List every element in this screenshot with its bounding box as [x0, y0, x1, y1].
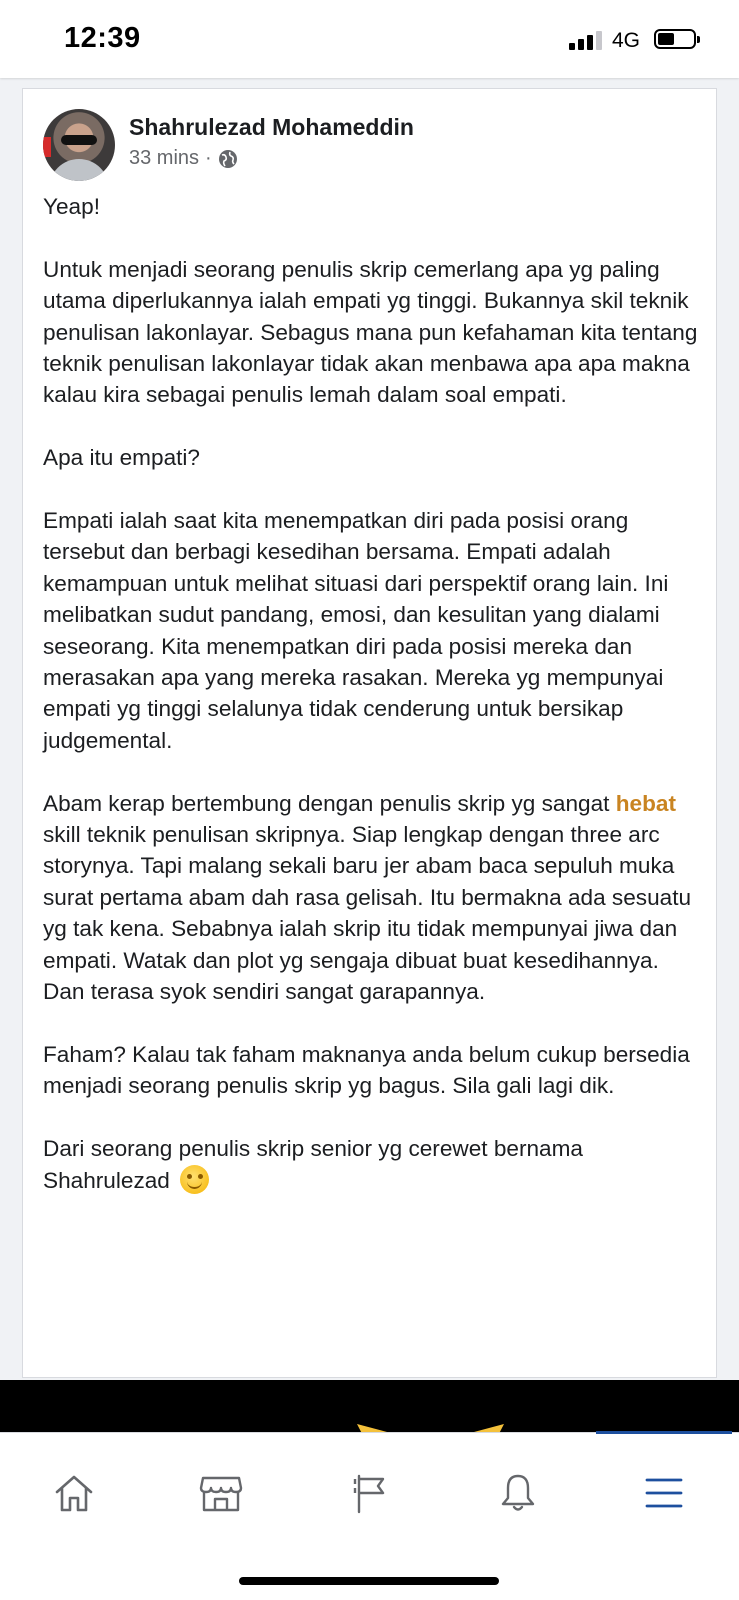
network-type: 4G [612, 29, 641, 52]
post-timestamp[interactable]: 33 mins [129, 147, 200, 169]
nav-active-indicator [596, 1431, 732, 1434]
post-paragraph: Faham? Kalau tak faham maknanya anda belum cukup bersedia menjadi seorang penulis skrip yg bagus. Sila gali lagi dik. [43, 1041, 690, 1099]
status-bar [0, 0, 739, 78]
signal-icon [569, 30, 605, 50]
bottom-nav [0, 1432, 739, 1600]
author-name[interactable]: Shahrulezad Mohameddin [129, 114, 414, 140]
post-paragraph: Yeap! [43, 194, 100, 219]
battery-icon [654, 29, 696, 49]
paragraph-text: skill teknik penulisan skripnya. Siap lengkap dengan three arc storynya. Tapi malang sekali baru jer abam baca sepuluh muka surat pertama abam dah rasa gelisah. Itu bermakna ada sesuatu yg tak kena. Sebabnya ialah skrip itu tidak mempunyai jiwa dan empati. Watak dan plot yg sengaja dibuat buat kesedihannya. Dan terasa syok sendiri sangat garapannya. [43, 822, 692, 1005]
home-indicator[interactable] [239, 1577, 499, 1585]
meta-separator: · [205, 147, 212, 169]
post-paragraph [43, 788, 703, 1008]
nav-marketplace[interactable] [189, 1465, 253, 1521]
nav-notifications[interactable] [486, 1465, 550, 1521]
pages-flag-icon [347, 1470, 393, 1516]
cat-eye-left [357, 1424, 423, 1432]
post-paragraph: Untuk menjadi seorang penulis skrip cemerlang apa yg paling utama diperlukannya ialah empati yg tinggi. Bukannya skil teknik penulisan lakonlayar. Sebagus mana pun kefahaman kita tentang teknik penulisan lakonlayar tidak akan menbawa apa apa makna kalau kira sebagai penulis lemah dalam soal empati. [43, 256, 698, 408]
cat-eye-right [438, 1424, 504, 1432]
author-avatar[interactable] [43, 109, 115, 181]
highlighted-word: hebat [615, 790, 677, 816]
marketplace-icon [198, 1470, 244, 1516]
paragraph-text: Abam kerap bertembung dengan penulis skrip yg sangat [43, 790, 610, 816]
post-paragraph [43, 1133, 703, 1196]
paragraph-text: Dari seorang penulis skrip senior yg cerewet bernama Shahrulezad [43, 1136, 583, 1193]
nav-menu[interactable] [632, 1465, 696, 1521]
menu-icon [641, 1470, 687, 1516]
post-paragraph: Apa itu empati? [43, 445, 200, 471]
notifications-bell-icon [495, 1470, 541, 1516]
post-paragraph: Empati ialah saat kita menempatkan diri pada posisi orang tersebut dan berbagi kesedihan bersama. Empati adalah kemampuan untuk melihat situasi dari perspektif orang lain. Ini melibatkan sudut pandang, emosi, dan kesulitan yang dialami seseorang. Kita menempatkan diri pada posisi mereka dan merasakan apa yang mereka rasakan. Mereka yg mempunyai empati yg tinggi selalunya tidak cenderung untuk bersikap judgemental. [43, 508, 669, 753]
smiling-face-emoji [180, 1165, 209, 1194]
globe-icon [218, 149, 238, 169]
post-card [22, 88, 717, 1378]
nav-pages[interactable] [338, 1465, 402, 1521]
post-body [43, 191, 703, 1227]
next-post-image[interactable] [0, 1380, 739, 1432]
status-time: 12:39 [64, 22, 141, 54]
home-icon [51, 1470, 97, 1516]
nav-home[interactable] [42, 1465, 106, 1521]
post-meta [129, 147, 238, 170]
